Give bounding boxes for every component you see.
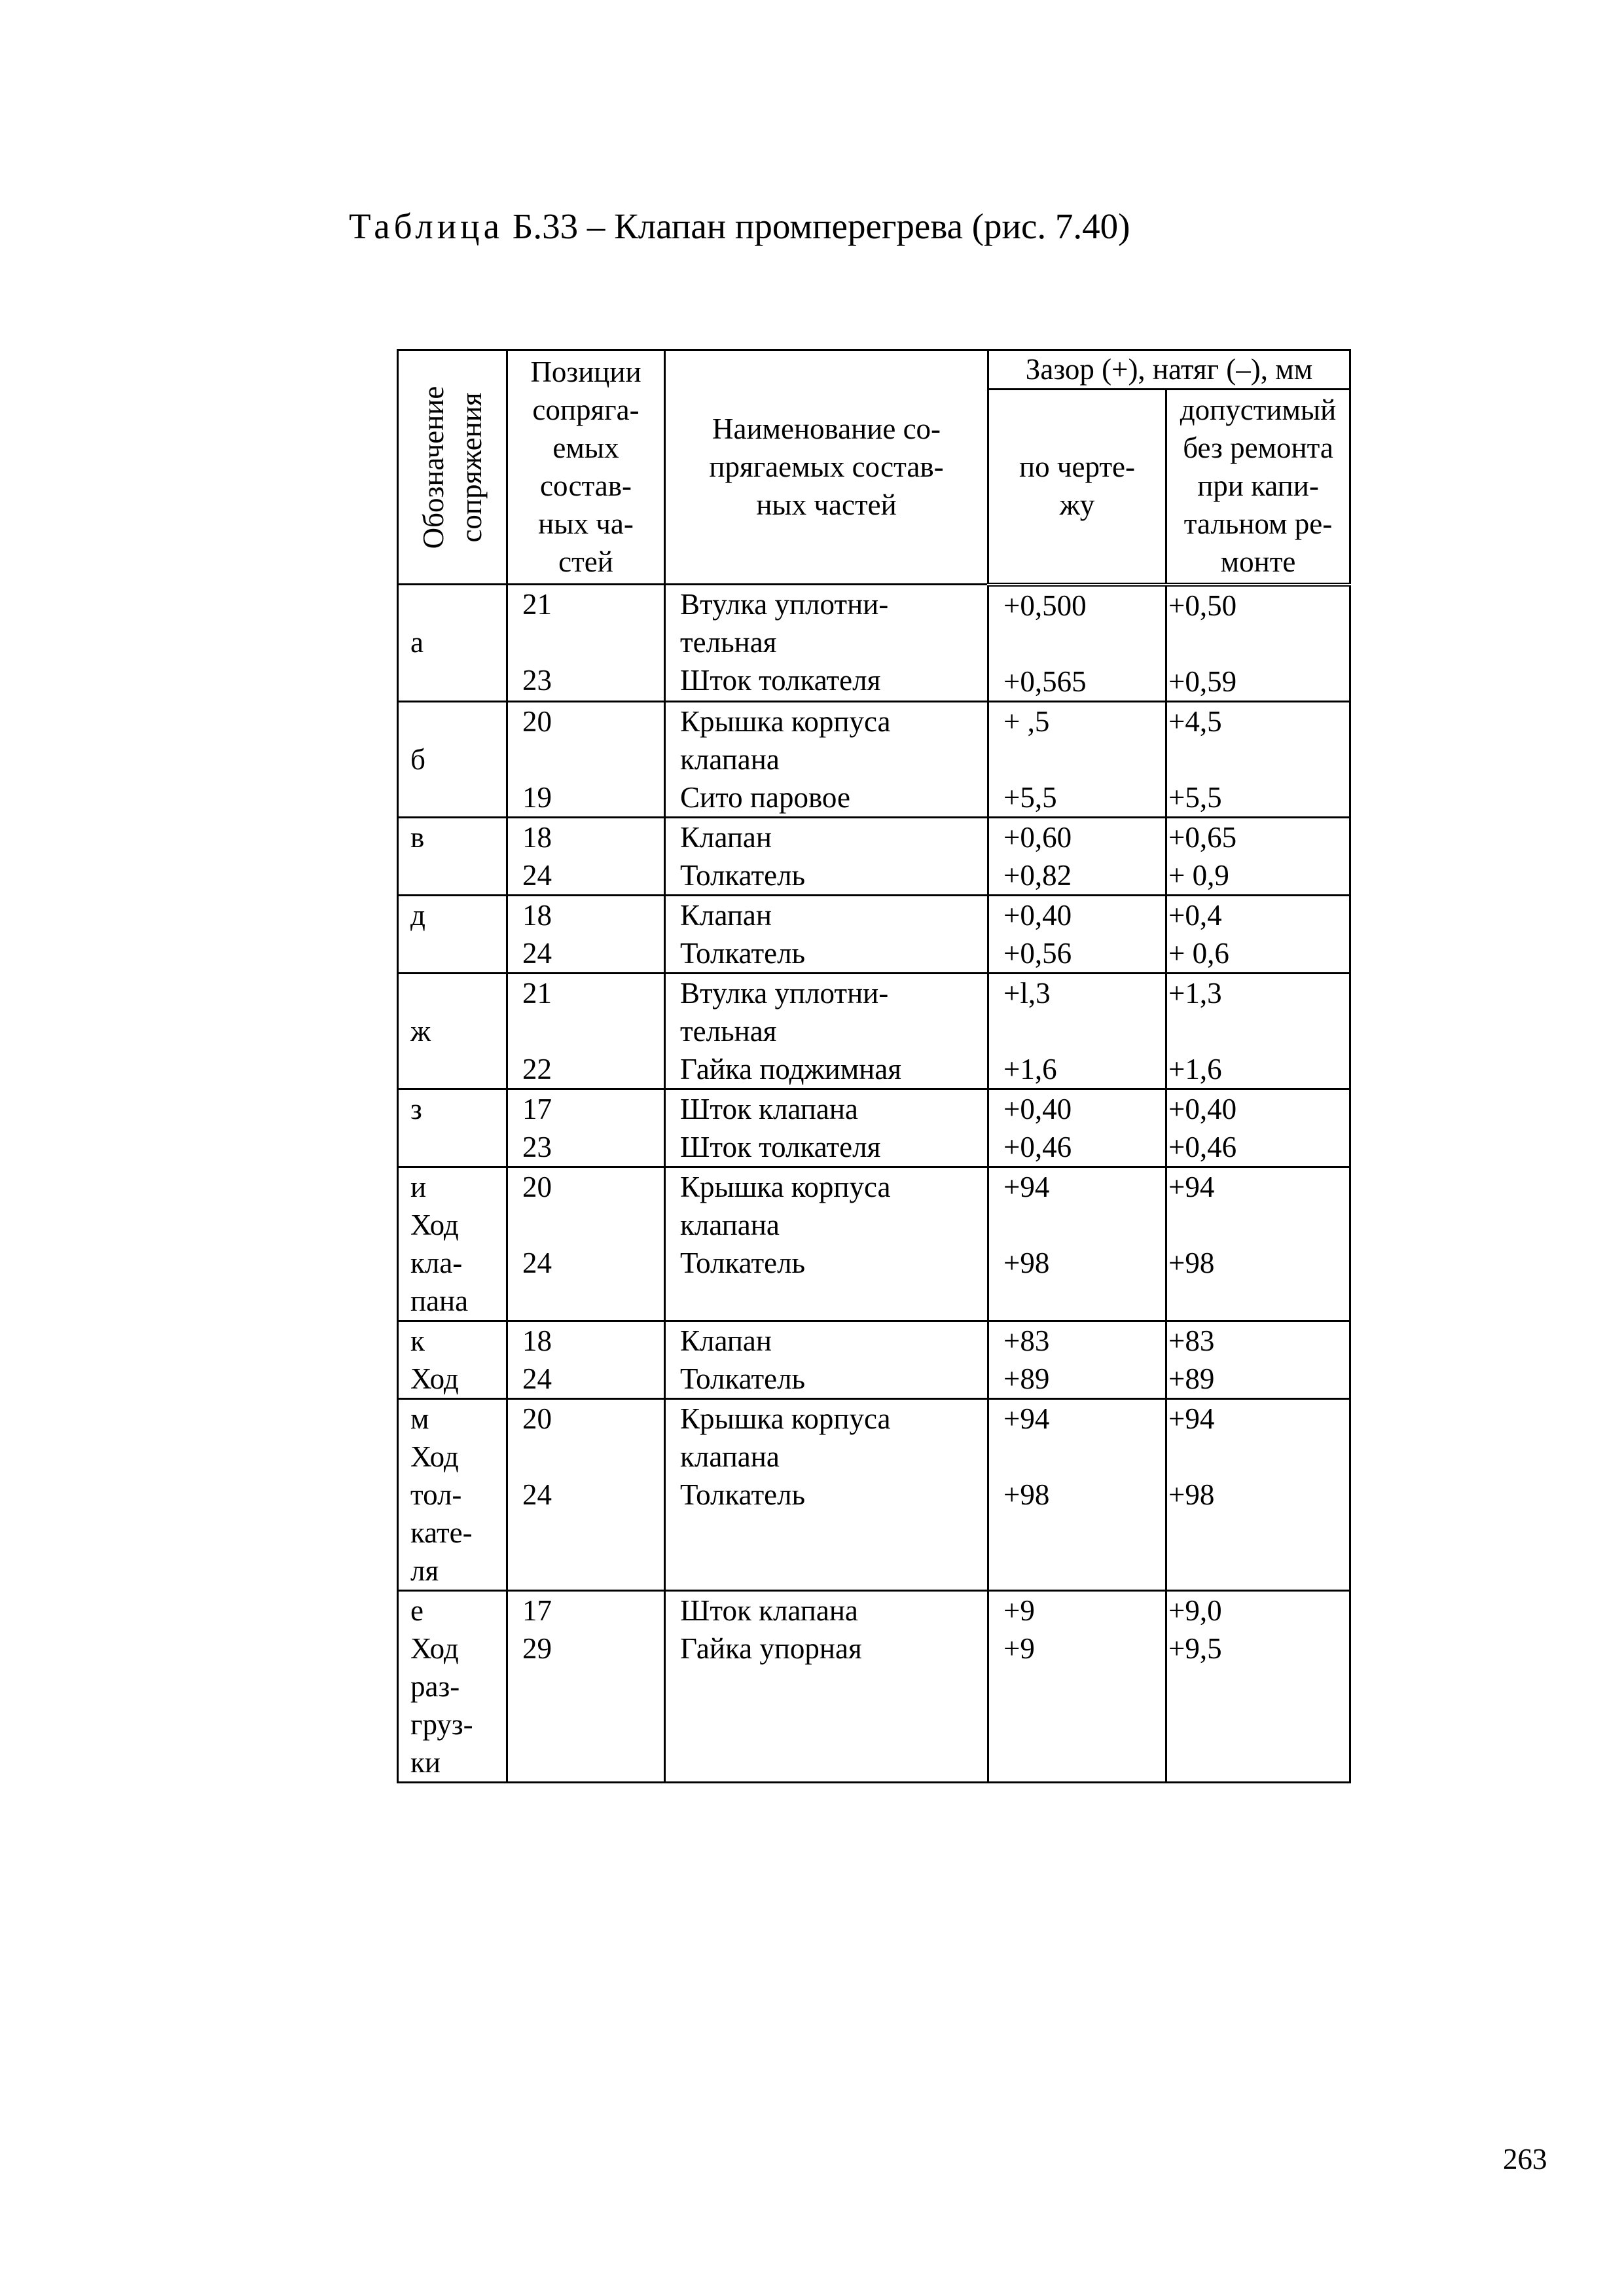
cell-position xyxy=(507,1590,665,1782)
header-permissible-line: монте xyxy=(1220,545,1296,578)
cell-permissible xyxy=(1166,973,1350,1089)
header-positions-line: состав- xyxy=(540,469,632,502)
cell-permissible xyxy=(1166,1398,1350,1590)
cell-by-drawing-line: +0,82 xyxy=(1003,858,1072,892)
cell-part-name xyxy=(665,1321,988,1398)
cell-position-line: 20 xyxy=(522,1402,552,1435)
cell-permissible-line: + 0,6 xyxy=(1168,936,1229,970)
cell-position-line xyxy=(522,1438,664,1476)
header-permissible-line: тальном ре- xyxy=(1183,507,1333,540)
cell-designation-line: Ход xyxy=(410,1631,459,1665)
cell-position xyxy=(507,701,665,817)
cell-by-drawing xyxy=(988,1089,1166,1167)
cell-position-line: 21 xyxy=(522,588,552,621)
cell-position-line: 20 xyxy=(522,1170,552,1203)
cell-designation-line: кате- xyxy=(410,1516,473,1549)
cell-permissible-line: +1,6 xyxy=(1168,1052,1222,1085)
cell-position-line: 17 xyxy=(522,1092,552,1125)
cell-designation-line: е xyxy=(410,1594,424,1627)
cell-position xyxy=(507,973,665,1089)
cell-permissible-line: +0,46 xyxy=(1168,1130,1237,1163)
cell-part-name-line: Толкатель xyxy=(680,1362,806,1395)
cell-part-name xyxy=(665,1590,988,1782)
cell-position-line: 24 xyxy=(522,858,552,892)
cell-designation-line: а xyxy=(410,626,424,659)
table-row xyxy=(398,1398,1350,1590)
cell-permissible xyxy=(1166,817,1350,895)
header-designation-text xyxy=(414,386,490,549)
cell-part-name-line: Толкатель xyxy=(680,858,806,892)
cell-designation xyxy=(398,895,507,973)
cell-by-drawing-line: +89 xyxy=(1003,1362,1050,1395)
page-number: 263 xyxy=(1503,2143,1547,2176)
cell-designation xyxy=(398,1089,507,1167)
cell-by-drawing-line: +9 xyxy=(1003,1594,1035,1627)
cell-by-drawing-line xyxy=(1003,740,1165,778)
cell-by-drawing-line: +0,46 xyxy=(1003,1130,1072,1163)
cell-position-line xyxy=(522,1012,664,1050)
header-positions-line: сопряга- xyxy=(532,393,640,426)
cell-part-name-line: Шток толкателя xyxy=(680,664,881,697)
cell-part-name-line: Толкатель xyxy=(680,1246,806,1279)
table-caption xyxy=(349,208,1130,244)
cell-by-drawing-line: +0,40 xyxy=(1003,1092,1072,1125)
cell-designation xyxy=(398,1398,507,1590)
cell-designation-line: ки xyxy=(410,1745,441,1779)
cell-part-name xyxy=(665,1089,988,1167)
cell-position-line xyxy=(522,1206,664,1244)
cell-permissible-line: +5,5 xyxy=(1168,780,1222,814)
cell-permissible-line: +89 xyxy=(1168,1362,1215,1395)
header-part-names-line: Наименование со- xyxy=(712,412,941,445)
cell-by-drawing xyxy=(988,1167,1166,1321)
cell-designation-line: пана xyxy=(410,1284,469,1317)
cell-position xyxy=(507,1089,665,1167)
cell-position-line xyxy=(522,740,664,778)
header-positions xyxy=(507,350,665,585)
cell-permissible-line: +83 xyxy=(1168,1324,1215,1357)
cell-permissible-line: +9,5 xyxy=(1168,1631,1222,1665)
header-designation-word: сопряжения xyxy=(455,392,488,543)
cell-designation xyxy=(398,1321,507,1398)
cell-designation-line: Ход xyxy=(410,1362,459,1395)
cell-part-name xyxy=(665,585,988,702)
cell-permissible-line: +4,5 xyxy=(1168,704,1222,738)
cell-position-line: 29 xyxy=(522,1631,552,1665)
table-body xyxy=(398,585,1350,1783)
cell-part-name-line: клапана xyxy=(680,1440,780,1473)
cell-permissible-line: +0,4 xyxy=(1168,898,1222,932)
cell-by-drawing-line: +9 xyxy=(1003,1631,1035,1665)
header-positions-line: ных ча- xyxy=(538,507,634,540)
cell-part-name-line: Толкатель xyxy=(680,1478,806,1511)
cell-permissible-line: +0,40 xyxy=(1168,1092,1237,1125)
cell-permissible-line xyxy=(1168,625,1349,663)
cell-permissible xyxy=(1166,585,1350,702)
cell-by-drawing-line: +98 xyxy=(1003,1246,1050,1279)
cell-designation xyxy=(398,973,507,1089)
cell-permissible-line xyxy=(1168,740,1349,778)
cell-part-name-line: Крышка корпуса xyxy=(680,704,891,738)
cell-designation-line: к xyxy=(410,1324,425,1357)
cell-part-name-line: Втулка уплотни- xyxy=(680,976,889,1010)
cell-designation-line: Ход xyxy=(410,1208,459,1241)
cell-permissible-line xyxy=(1168,1438,1349,1476)
cell-by-drawing-line xyxy=(1003,1206,1165,1244)
cell-position-line: 21 xyxy=(522,976,552,1010)
cell-permissible xyxy=(1166,701,1350,817)
cell-by-drawing xyxy=(988,817,1166,895)
header-by-drawing-line: жу xyxy=(1059,488,1095,521)
cell-permissible xyxy=(1166,895,1350,973)
cell-by-drawing-line: +0,565 xyxy=(1003,665,1087,698)
cell-designation-line: з xyxy=(410,1092,422,1125)
cell-position-line: 24 xyxy=(522,1478,552,1511)
cell-by-drawing-line xyxy=(1003,1438,1165,1476)
cell-designation-line: груз- xyxy=(410,1707,473,1741)
cell-designation-line xyxy=(410,974,506,1012)
cell-part-name-line: Шток толкателя xyxy=(680,1130,881,1163)
cell-by-drawing xyxy=(988,973,1166,1089)
cell-part-name-line: Клапан xyxy=(680,898,772,932)
cell-permissible-line: +0,50 xyxy=(1168,589,1237,622)
cell-permissible-line: +98 xyxy=(1168,1478,1215,1511)
cell-permissible xyxy=(1166,1321,1350,1398)
header-by-drawing xyxy=(988,390,1166,585)
cell-designation-line xyxy=(410,702,506,740)
cell-permissible xyxy=(1166,1167,1350,1321)
cell-permissible-line: +98 xyxy=(1168,1246,1215,1279)
cell-by-drawing xyxy=(988,895,1166,973)
cell-designation xyxy=(398,1167,507,1321)
cell-by-drawing-line: +94 xyxy=(1003,1402,1050,1435)
cell-designation-line: ж xyxy=(410,1014,431,1048)
fit-clearance-table xyxy=(397,349,1351,1783)
header-permissible xyxy=(1166,390,1350,585)
cell-by-drawing-line: +94 xyxy=(1003,1170,1050,1203)
cell-position xyxy=(507,585,665,702)
cell-position-line xyxy=(522,623,664,661)
cell-permissible-line: +0,59 xyxy=(1168,665,1237,698)
cell-by-drawing-line: +0,500 xyxy=(1003,589,1087,622)
cell-position xyxy=(507,1321,665,1398)
cell-designation xyxy=(398,585,507,702)
cell-designation-line: д xyxy=(410,898,425,932)
table-row xyxy=(398,895,1350,973)
caption-label: Таблица xyxy=(349,206,503,246)
cell-designation-line: в xyxy=(410,820,425,854)
cell-position xyxy=(507,817,665,895)
cell-permissible-line: +9,0 xyxy=(1168,1594,1222,1627)
cell-position xyxy=(507,1398,665,1590)
cell-position xyxy=(507,1167,665,1321)
cell-permissible xyxy=(1166,1089,1350,1167)
cell-part-name-line: Клапан xyxy=(680,820,772,854)
cell-part-name-line: Шток клапана xyxy=(680,1092,858,1125)
cell-designation-line: б xyxy=(410,742,425,776)
cell-by-drawing-line: +0,56 xyxy=(1003,936,1072,970)
header-clearance-group: Зазор (+), натяг (–), мм xyxy=(988,350,1350,390)
cell-designation-line xyxy=(410,585,506,623)
cell-part-name-line: Крышка корпуса xyxy=(680,1170,891,1203)
header-designation xyxy=(398,350,507,585)
table-row xyxy=(398,973,1350,1089)
cell-part-name-line: тельная xyxy=(680,626,777,659)
table-row xyxy=(398,585,1350,702)
caption-text: Б.33 – Клапан промперегрева (рис. 7.40) xyxy=(503,206,1130,246)
cell-part-name-line: Гайка поджимная xyxy=(680,1052,901,1085)
cell-part-name-line: Сито паровое xyxy=(680,780,850,814)
cell-permissible-line xyxy=(1168,1012,1349,1050)
cell-designation-line: тол- xyxy=(410,1478,462,1511)
cell-by-drawing-line xyxy=(1003,1012,1165,1050)
cell-part-name xyxy=(665,701,988,817)
cell-by-drawing-line: +0,60 xyxy=(1003,820,1072,854)
cell-by-drawing-line: +0,40 xyxy=(1003,898,1072,932)
cell-position-line: 24 xyxy=(522,1246,552,1279)
cell-part-name xyxy=(665,817,988,895)
cell-by-drawing xyxy=(988,1398,1166,1590)
cell-part-name-line: тельная xyxy=(680,1014,777,1048)
cell-designation xyxy=(398,701,507,817)
cell-part-name-line: клапана xyxy=(680,742,780,776)
cell-designation-line: раз- xyxy=(410,1669,460,1703)
cell-part-name-line: Клапан xyxy=(680,1324,772,1357)
header-positions-line: стей xyxy=(558,545,613,578)
header-permissible-line: без ремонта xyxy=(1183,431,1333,464)
cell-part-name-line: Толкатель xyxy=(680,936,806,970)
table-row xyxy=(398,701,1350,817)
cell-position-line: 18 xyxy=(522,1324,552,1357)
cell-designation-line: Ход xyxy=(410,1440,459,1473)
header-permissible-line: допустимый xyxy=(1180,393,1337,426)
table-row xyxy=(398,1590,1350,1782)
table-row xyxy=(398,817,1350,895)
cell-position-line: 19 xyxy=(522,780,552,814)
cell-by-drawing xyxy=(988,1321,1166,1398)
cell-position-line: 23 xyxy=(522,1130,552,1163)
header-part-names-line: ных частей xyxy=(756,488,897,521)
cell-position-line: 22 xyxy=(522,1052,552,1085)
header-part-names xyxy=(665,350,988,585)
cell-designation xyxy=(398,817,507,895)
cell-position-line: 18 xyxy=(522,898,552,932)
cell-by-drawing-line: +5,5 xyxy=(1003,780,1057,814)
header-designation-word: Обозначение xyxy=(417,386,450,549)
cell-designation xyxy=(398,1590,507,1782)
header-permissible-line: при капи- xyxy=(1197,469,1319,502)
cell-by-drawing-line: + ,5 xyxy=(1003,704,1050,738)
cell-part-name-line: Втулка уплотни- xyxy=(680,588,889,621)
cell-position xyxy=(507,895,665,973)
cell-designation-line: и xyxy=(410,1170,427,1203)
cell-by-drawing-line: +1,6 xyxy=(1003,1052,1057,1085)
header-row xyxy=(398,350,1350,390)
cell-permissible-line: +1,3 xyxy=(1168,976,1222,1010)
cell-position-line: 20 xyxy=(522,704,552,738)
cell-part-name xyxy=(665,1167,988,1321)
table-row xyxy=(398,1321,1350,1398)
table-row xyxy=(398,1167,1350,1321)
cell-part-name xyxy=(665,895,988,973)
cell-position-line: 17 xyxy=(522,1594,552,1627)
cell-position-line: 23 xyxy=(522,664,552,697)
table-row xyxy=(398,1089,1350,1167)
header-positions-line: Позиции xyxy=(530,355,641,388)
cell-part-name xyxy=(665,1398,988,1590)
cell-part-name-line: клапана xyxy=(680,1208,780,1241)
cell-permissible xyxy=(1166,1590,1350,1782)
cell-permissible-line: +0,65 xyxy=(1168,820,1237,854)
cell-position-line: 18 xyxy=(522,820,552,854)
cell-by-drawing xyxy=(988,1590,1166,1782)
header-by-drawing-line: по черте- xyxy=(1019,450,1135,483)
cell-part-name-line: Крышка корпуса xyxy=(680,1402,891,1435)
header-positions-line: емых xyxy=(552,431,619,464)
cell-position-line: 24 xyxy=(522,936,552,970)
cell-designation-line: кла- xyxy=(410,1246,463,1279)
cell-by-drawing xyxy=(988,701,1166,817)
cell-permissible-line: +94 xyxy=(1168,1402,1215,1435)
header-part-names-line: прягаемых состав- xyxy=(709,450,944,483)
cell-position-line: 24 xyxy=(522,1362,552,1395)
cell-designation-line: ля xyxy=(410,1554,439,1587)
cell-by-drawing-line: +l,3 xyxy=(1003,976,1051,1010)
cell-by-drawing-line xyxy=(1003,625,1165,663)
cell-by-drawing-line: +83 xyxy=(1003,1324,1050,1357)
cell-permissible-line xyxy=(1168,1206,1349,1244)
cell-by-drawing-line: +98 xyxy=(1003,1478,1050,1511)
cell-by-drawing xyxy=(988,585,1166,702)
cell-permissible-line: +94 xyxy=(1168,1170,1215,1203)
cell-permissible-line: + 0,9 xyxy=(1168,858,1229,892)
cell-part-name-line: Шток клапана xyxy=(680,1594,858,1627)
cell-designation-line: м xyxy=(410,1402,429,1435)
cell-part-name-line: Гайка упорная xyxy=(680,1631,862,1665)
cell-part-name xyxy=(665,973,988,1089)
